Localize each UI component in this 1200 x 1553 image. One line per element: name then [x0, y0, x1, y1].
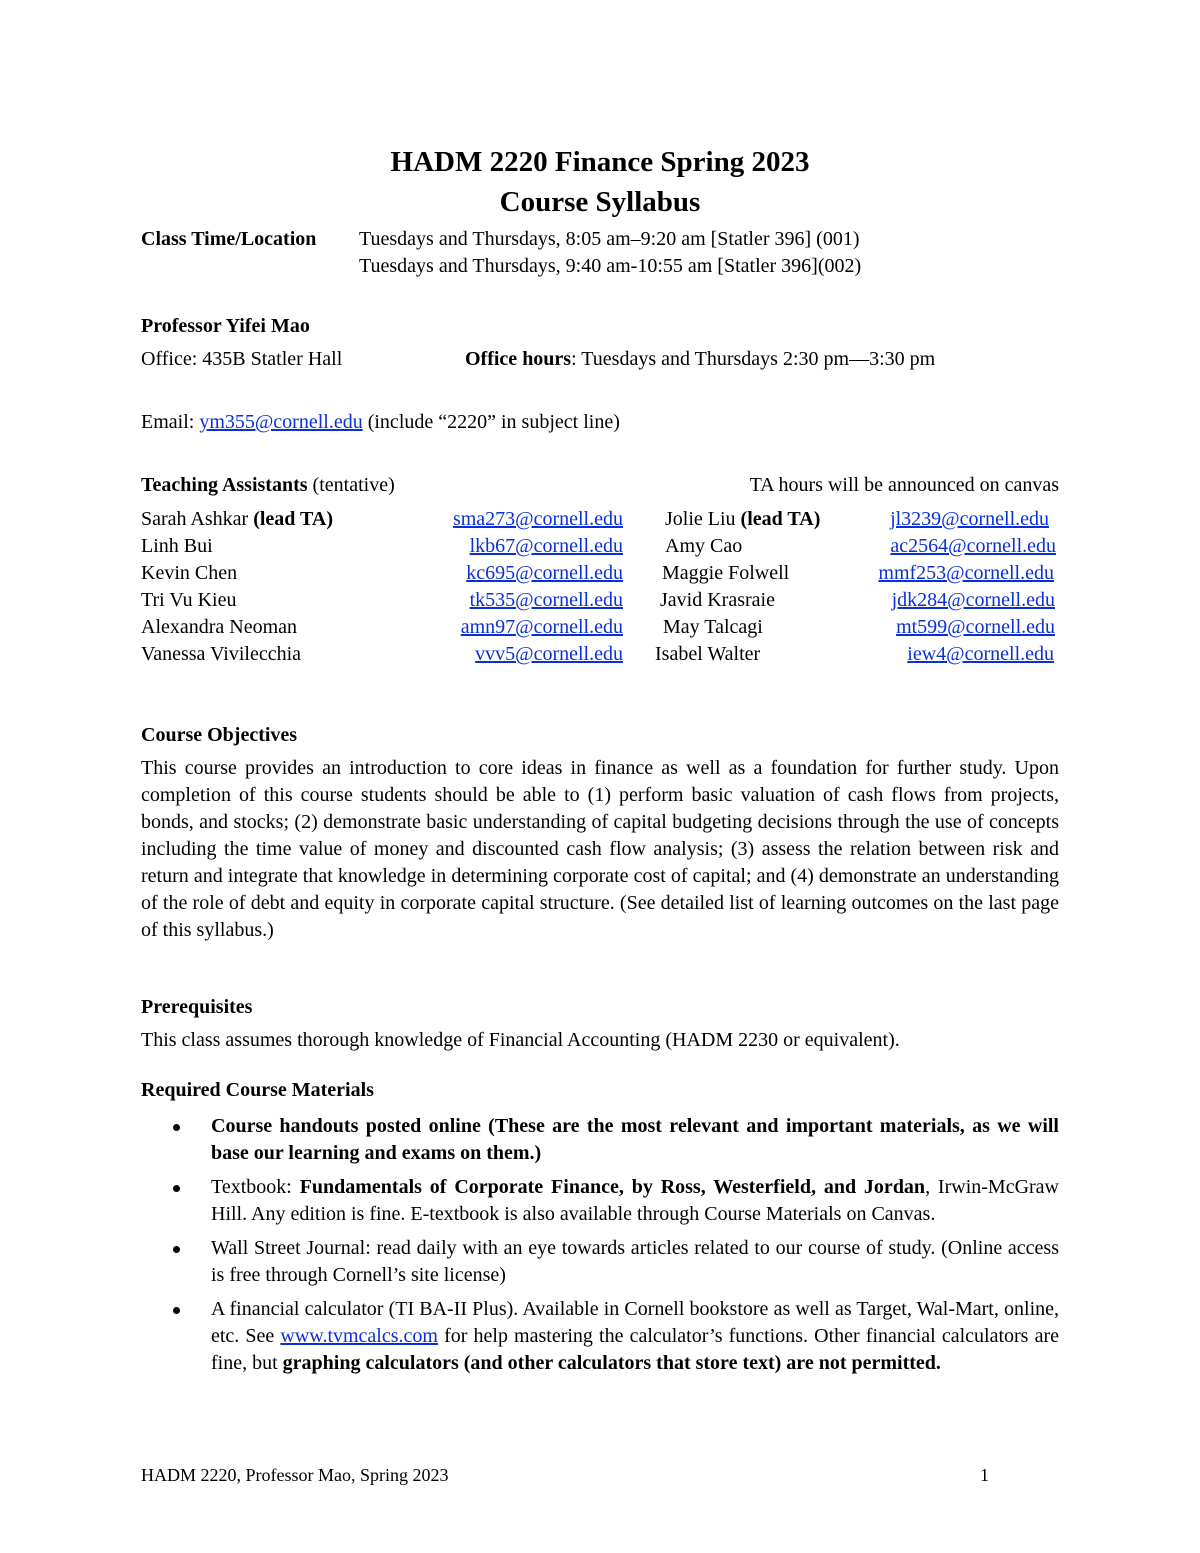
- ta-email-link[interactable]: vvv5@cornell.edu: [475, 643, 623, 665]
- list-item: [165, 1296, 1059, 1377]
- list-item: [165, 1235, 1059, 1289]
- page-title: HADM 2220 Finance Spring 2023: [390, 146, 810, 178]
- lead-ta-badge: (lead TA): [253, 508, 334, 530]
- professor-name: Professor Yifei Mao: [141, 315, 310, 337]
- ta-name: Tri Vu Kieu: [141, 589, 237, 611]
- ta-row: [141, 560, 1059, 587]
- page-subtitle: Course Syllabus: [499, 186, 701, 218]
- ta-hours-note: TA hours will be announced on canvas: [749, 474, 1059, 496]
- ta-list: [141, 506, 1059, 668]
- ta-email-link[interactable]: ac2564@cornell.edu: [890, 535, 1056, 557]
- ta-email-link[interactable]: tk535@cornell.edu: [469, 589, 623, 611]
- textbook-rest: , Irwin-McGraw Hill. Any edition is fine. E-textbook is also available through Course Materials on Canvas.: [211, 1176, 1059, 1225]
- professor-email-link[interactable]: ym355@cornell.edu: [199, 411, 363, 433]
- ta-heading-label: Teaching Assistants: [141, 474, 308, 496]
- prereq-text: This class assumes thorough knowledge of Financial Accounting (HADM 2230 or equivalent).: [141, 1029, 900, 1051]
- ta-name-cell: [141, 641, 301, 668]
- class-time-line-2: Tuesdays and Thursdays, 9:40 am-10:55 am [Statler 396](002): [359, 255, 862, 277]
- bullet-icon: [173, 1124, 180, 1131]
- ta-row: [141, 641, 1059, 668]
- ta-heading-note: (tentative): [307, 474, 395, 496]
- ta-email-link[interactable]: mt599@cornell.edu: [896, 616, 1055, 638]
- calculator-warning: graphing calculators (and other calculators that store text) are not permitted.: [282, 1352, 941, 1374]
- ta-name: Linh Bui: [141, 535, 213, 557]
- list-item: [165, 1113, 1059, 1167]
- ta-name: May Talcagi: [663, 616, 763, 638]
- ta-name-cell: [663, 614, 763, 641]
- materials-list: [165, 1113, 1059, 1384]
- ta-row: [141, 614, 1059, 641]
- page-number: 1: [980, 1465, 989, 1485]
- ta-row: [141, 533, 1059, 560]
- ta-name-cell: [662, 560, 789, 587]
- objectives-heading: Course Objectives: [141, 724, 298, 746]
- materials-heading: Required Course Materials: [141, 1079, 374, 1101]
- email-label: Email:: [141, 411, 200, 433]
- ta-row: [141, 506, 1059, 533]
- textbook-prefix: Textbook:: [211, 1176, 300, 1198]
- office-hours-value: : Tuesdays and Thursdays 2:30 pm—3:30 pm: [571, 348, 936, 370]
- ta-email-link[interactable]: iew4@cornell.edu: [907, 643, 1054, 665]
- ta-name: Maggie Folwell: [662, 562, 790, 584]
- prereq-heading: Prerequisites: [141, 996, 253, 1018]
- textbook-title: Fundamentals of Corporate Finance, by Ross, Westerfield, and Jordan: [299, 1176, 926, 1198]
- list-item: [165, 1174, 1059, 1228]
- lead-ta-badge: (lead TA): [740, 508, 821, 530]
- bullet-icon: [173, 1185, 180, 1192]
- ta-name: Amy Cao: [665, 535, 743, 557]
- ta-name: Isabel Walter: [655, 643, 761, 665]
- ta-name-cell: [665, 533, 742, 560]
- office-hours: [465, 346, 935, 373]
- class-time-line-1: Tuesdays and Thursdays, 8:05 am–9:20 am [Statler 396] (001): [359, 228, 860, 250]
- ta-name-cell: [141, 614, 297, 641]
- ta-name-cell: [665, 506, 820, 533]
- ta-name: Vanessa Vivilecchia: [141, 643, 302, 665]
- footer-left: HADM 2220, Professor Mao, Spring 2023: [141, 1465, 449, 1485]
- ta-name: Sarah Ashkar: [141, 508, 249, 530]
- email-note: (include “2220” in subject line): [362, 411, 620, 433]
- office-location: Office: 435B Statler Hall: [141, 348, 343, 370]
- calculator-mid: for help mastering the calculator’s functions. Other financial calculators are fine, but: [211, 1325, 1059, 1374]
- ta-email-link[interactable]: kc695@cornell.edu: [466, 562, 623, 584]
- ta-heading: [141, 472, 395, 499]
- ta-name-cell: [141, 506, 333, 533]
- ta-email-link[interactable]: lkb67@cornell.edu: [469, 535, 623, 557]
- ta-name: Kevin Chen: [141, 562, 238, 584]
- ta-name: Jolie Liu: [665, 508, 736, 530]
- ta-name-cell: [141, 560, 237, 587]
- ta-email-link[interactable]: amn97@cornell.edu: [460, 616, 623, 638]
- calculator-prefix: A financial calculator (TI BA-II Plus). Available in Cornell bookstore as well as Target, Wal-Mart, online, etc. See: [211, 1298, 1059, 1347]
- ta-name-cell: [660, 587, 775, 614]
- ta-email-link[interactable]: jl3239@cornell.edu: [890, 508, 1049, 530]
- ta-email-link[interactable]: mmf253@cornell.edu: [878, 562, 1054, 584]
- handouts-text: Course handouts posted online (These are the most relevant and important materials, as we will base our learning and exams on them.): [211, 1115, 1059, 1164]
- wsj-text: Wall Street Journal: read daily with an eye towards articles related to our course of study. (Online access is free through Cornell’s site license): [211, 1237, 1059, 1286]
- tvmcalcs-link[interactable]: www.tvmcalcs.com: [280, 1325, 438, 1347]
- ta-name-cell: [655, 641, 760, 668]
- ta-name-cell: [141, 533, 213, 560]
- bullet-icon: [173, 1246, 180, 1253]
- ta-email-link[interactable]: jdk284@cornell.edu: [891, 589, 1055, 611]
- bullet-icon: [173, 1307, 180, 1314]
- email-line: [141, 409, 620, 436]
- ta-email-link[interactable]: sma273@cornell.edu: [452, 508, 623, 530]
- ta-name: Alexandra Neoman: [141, 616, 298, 638]
- office-hours-label: Office hours: [465, 348, 572, 370]
- ta-name-cell: [141, 587, 237, 614]
- class-time-label: Class Time/Location: [141, 228, 317, 250]
- ta-row: [141, 587, 1059, 614]
- objectives-text: This course provides an introduction to core ideas in finance as well as a foundation for further study. Upon completion of this course students should be able to (1) perform basic valuation of cash flows from projects, bonds, and stocks; (2) demonstrate basic understanding of capital budgeting decisions through the use of concepts including the time value of money and discounted cash flow analysis; (3) assess the relation between risk and return and integrate that knowledge in determining corporate cost of capital; and (4) demonstrate an understanding of the role of debt and equity in corporate capital structure. (See detailed list of learning outcomes on the last page of this syllabus.): [141, 757, 1059, 941]
- ta-name: Javid Krasraie: [660, 589, 775, 611]
